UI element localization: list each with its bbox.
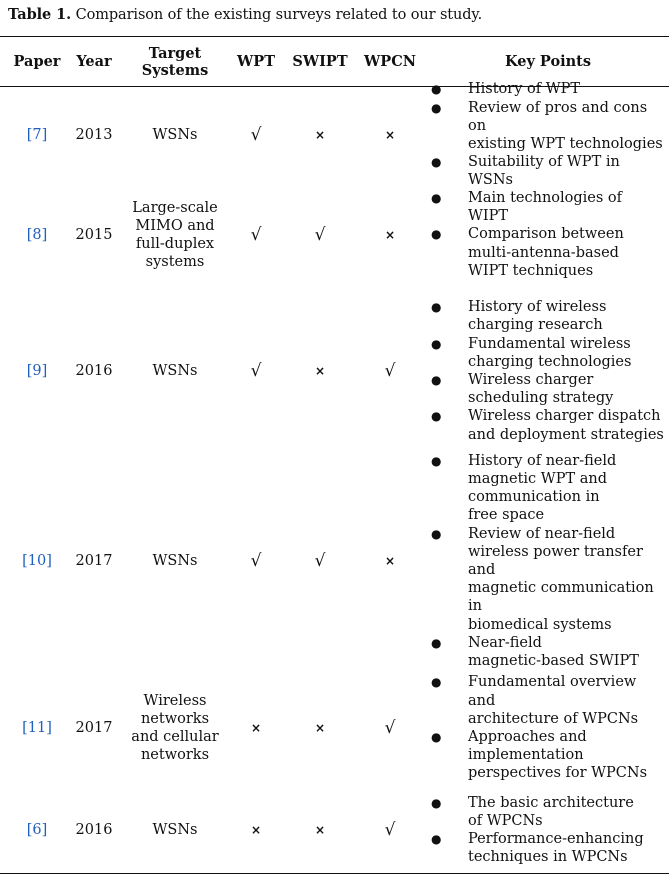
key-point-item — [430, 225, 666, 280]
header-year: Year — [76, 53, 112, 70]
key-point-item — [430, 298, 666, 334]
target-systems-cell: WSNs — [152, 363, 198, 379]
swipt-cross-mark: × — [314, 721, 326, 735]
key-point-text: History of WPT — [468, 81, 581, 98]
wpcn-cross-mark: × — [384, 227, 396, 242]
key-point-item — [430, 99, 666, 154]
bullet-icon: ● — [431, 100, 442, 115]
key-point-text: History of wireless charging research — [468, 299, 607, 334]
target-systems-cell: Wireless networks and cellular networks — [131, 693, 219, 763]
year-cell: 2017 — [75, 553, 113, 569]
wpt-check-mark: √ — [250, 224, 262, 245]
swipt-check-mark: √ — [314, 551, 326, 571]
key-point-item — [430, 80, 666, 98]
key-points-cell — [430, 290, 666, 452]
bullet-icon: ● — [431, 373, 442, 387]
bullet-icon: ● — [431, 453, 442, 468]
bullet-icon: ● — [431, 336, 442, 351]
key-points-list — [430, 298, 666, 444]
key-point-text: The basic architecture of WPCNs — [468, 794, 634, 829]
wpt-check-mark: √ — [250, 551, 262, 571]
swipt-check-mark: √ — [314, 224, 326, 245]
target-systems-cell: WSNs — [152, 822, 198, 838]
header-wpcn: WPCN — [364, 53, 416, 70]
bullet-icon: ● — [431, 730, 442, 744]
table-row — [0, 290, 669, 452]
table-caption-text: Comparison of the existing surveys related to our study. — [71, 7, 483, 23]
key-points-list — [430, 80, 666, 189]
key-point-text: Suitability of WPT in WSNs — [468, 154, 620, 189]
wpt-check-mark: √ — [250, 361, 262, 381]
year-cell: 2016 — [75, 363, 113, 379]
wpt-cross-mark: × — [250, 721, 262, 735]
swipt-cross-mark: × — [314, 128, 326, 142]
bullet-icon: ● — [431, 409, 442, 424]
paper-reference-link[interactable]: [7] — [26, 127, 48, 143]
key-point-text: Review of pros and cons on existing WPT technologies — [468, 99, 663, 152]
swipt-cross-mark: × — [314, 823, 326, 837]
wpcn-check-mark: √ — [384, 361, 396, 381]
year-cell: 2017 — [75, 720, 113, 736]
bullet-icon: ● — [431, 675, 442, 690]
bullet-icon: ● — [431, 155, 442, 170]
key-point-text: Wireless charger scheduling strategy — [468, 372, 614, 407]
swipt-cross-mark: × — [314, 364, 326, 378]
key-point-text: Approaches and implementation perspectives for WPCNs — [468, 729, 648, 782]
key-points-list — [430, 673, 666, 782]
table-caption — [8, 6, 482, 23]
target-systems-cell: WSNs — [152, 127, 198, 143]
key-point-text: Comparison between multi-antenna-based WIPT techniques — [468, 226, 624, 279]
key-point-item — [430, 371, 666, 407]
bullet-icon: ● — [431, 227, 442, 242]
key-points-cell — [430, 81, 666, 189]
header-wpt: WPT — [237, 53, 275, 70]
table-row — [0, 183, 669, 286]
year-cell: 2013 — [75, 127, 113, 143]
year-cell: 2015 — [75, 226, 113, 243]
wpcn-cross-mark: × — [384, 554, 396, 568]
key-point-text: History of near-field magnetic WPT and communication in free space — [468, 452, 617, 524]
paper-reference-link[interactable]: [8] — [26, 226, 48, 243]
bullet-icon: ● — [431, 795, 442, 810]
table-caption-label: Table 1. — [8, 6, 72, 23]
key-point-text: Performance-enhancing techniques in WPCNs — [468, 831, 644, 866]
key-point-item — [430, 830, 666, 866]
key-points-cell — [430, 790, 666, 870]
table-row — [0, 672, 669, 784]
bullet-icon: ● — [431, 526, 442, 541]
year-cell: 2016 — [75, 822, 113, 838]
key-point-text: Near-field magnetic-based SWIPT — [468, 634, 639, 670]
wpcn-check-mark: √ — [384, 820, 396, 840]
paper-reference-link[interactable]: [10] — [22, 553, 52, 569]
key-point-item — [430, 189, 666, 225]
bullet-icon: ● — [431, 82, 442, 97]
key-point-item — [430, 407, 666, 443]
bullet-icon: ● — [431, 300, 442, 315]
paper-reference-link[interactable]: [11] — [22, 720, 52, 736]
target-systems-cell: Large-scale MIMO and full-duplex systems — [132, 199, 218, 270]
key-points-list — [430, 452, 666, 670]
bullet-icon: ● — [431, 190, 442, 205]
table-bottom-rule — [0, 873, 669, 874]
header-key-points: Key Points — [504, 53, 592, 70]
key-points-cell — [430, 452, 666, 670]
target-systems-cell: WSNs — [152, 553, 198, 569]
key-point-text: Fundamental wireless charging technologies — [468, 335, 632, 370]
header-swipt: SWIPT — [292, 53, 348, 70]
wpcn-check-mark: √ — [384, 718, 396, 738]
key-points-list — [430, 189, 666, 280]
key-point-text: Wireless charger dispatch and deployment strategies — [468, 408, 664, 443]
bullet-icon: ● — [431, 832, 442, 846]
wpt-check-mark: √ — [250, 125, 262, 145]
wpcn-cross-mark: × — [384, 128, 396, 142]
header-target-systems: Target Systems — [141, 44, 209, 79]
key-points-cell — [430, 672, 666, 784]
key-point-item — [430, 634, 666, 670]
key-point-text: Fundamental overview and architecture of WPCNs — [468, 674, 639, 727]
key-point-text: Main technologies of WIPT — [468, 189, 623, 225]
header-paper: Paper — [13, 53, 61, 70]
table-row — [0, 790, 669, 870]
key-point-item — [430, 794, 666, 830]
wpt-cross-mark: × — [250, 823, 262, 837]
bullet-icon: ● — [431, 635, 442, 650]
key-point-item — [430, 525, 666, 634]
key-point-item — [430, 673, 666, 728]
key-point-text: Review of near-field wireless power transfer and magnetic communication in biomedical systems — [468, 525, 654, 633]
paper-reference-link[interactable]: [6] — [26, 822, 48, 838]
key-point-item — [430, 335, 666, 371]
table-row — [0, 81, 669, 189]
key-points-list — [430, 794, 666, 867]
key-points-cell — [430, 183, 666, 286]
paper-reference-link[interactable]: [9] — [26, 363, 48, 379]
table-row — [0, 452, 669, 670]
key-point-item — [430, 452, 666, 525]
key-point-item — [430, 728, 666, 783]
